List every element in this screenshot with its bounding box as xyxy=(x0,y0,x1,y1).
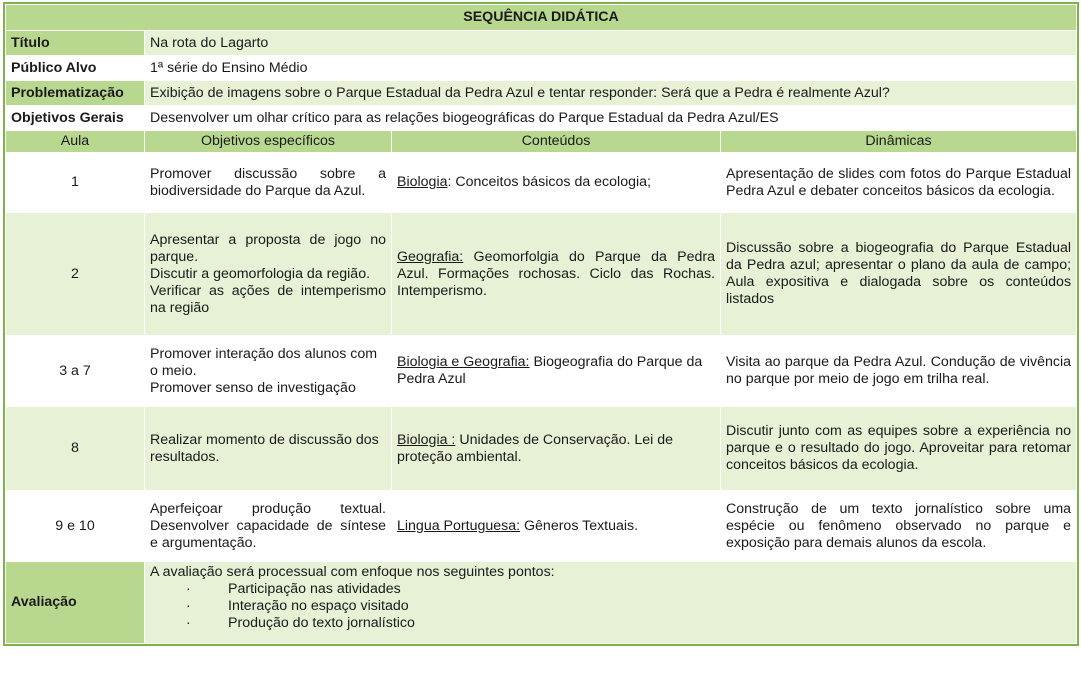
aula-cell: 2 xyxy=(6,213,145,336)
info-value-publico: 1ª série do Ensino Médio xyxy=(145,56,1077,81)
col-header-objetivos: Objetivos específicos xyxy=(145,131,392,153)
avaliacao-row xyxy=(6,562,1077,644)
avaliacao-list xyxy=(150,581,1071,632)
list-item-text: Interação no espaço visitado xyxy=(228,598,409,614)
objetivo-line: Promover interação dos alunos com o meio. xyxy=(150,345,378,379)
info-label-objetivos-gerais: Objetivos Gerais xyxy=(6,106,145,131)
table-row xyxy=(6,491,1077,562)
list-item xyxy=(186,581,1071,598)
dinamicas-cell: Discussão sobre a biogeografia do Parque Estadual da Pedra azul; apresentar o plano da aula de campo; Aula expositiva e dialogada sobre os conteúdos listados xyxy=(721,213,1077,336)
info-label-publico: Público Alvo xyxy=(6,56,145,81)
aula-cell: 1 xyxy=(6,153,145,213)
col-header-conteudos: Conteúdos xyxy=(392,131,721,153)
dinamicas-cell: Visita ao parque da Pedra Azul. Condução de vivência no parque por meio de jogo em trilha real. xyxy=(721,336,1077,407)
aula-cell: 9 e 10 xyxy=(6,491,145,562)
info-label-titulo: Título xyxy=(6,31,145,56)
conteudo-subject: Lingua Portuguesa: xyxy=(397,517,521,534)
bullet-icon: · xyxy=(186,615,191,631)
conteudo-text: Biogeografia do Parque da Pedra Azul xyxy=(397,354,703,387)
dinamicas-cell: Construção de um texto jornalístico sobre uma espécie ou fenômeno observado no parque e exposição para demais alunos da escola. xyxy=(721,491,1077,562)
dinamicas-cell: Discutir junto com as equipes sobre a experiência no parque e o resultado do jogo. Aproveitar para retomar conceitos básicos da ecologia. xyxy=(721,407,1077,491)
conteudo-cell xyxy=(392,153,721,213)
conteudo-subject: Biologia xyxy=(397,174,448,190)
list-item xyxy=(186,598,1071,615)
conteudo-cell xyxy=(392,336,721,407)
dinamicas-cell: Apresentação de slides com fotos do Parque Estadual Pedra Azul e debater conceitos básicos da ecologia. xyxy=(721,153,1077,213)
table-row xyxy=(6,407,1077,491)
aula-cell: 3 a 7 xyxy=(6,336,145,407)
bullet-icon: · xyxy=(186,598,191,614)
avaliacao-content xyxy=(145,562,1077,644)
objetivos-cell xyxy=(145,407,392,491)
bullet-icon: · xyxy=(186,581,191,597)
objetivo-line: Promover discussão sobre a biodiversidade do Parque da Azul. xyxy=(150,165,386,199)
info-value-objetivos-gerais: Desenvolver um olhar crítico para as relações biogeográficas do Parque Estadual da Pedra Azul/ES xyxy=(145,106,1077,131)
sequencia-didatica-table xyxy=(5,4,1077,644)
objetivos-cell xyxy=(145,336,392,407)
conteudo-subject: Biologia : xyxy=(397,431,456,448)
conteudo-text: Geomorfolgia do Parque da Pedra Azul. Formações rochosas. Ciclo das Rochas. Intemperismo. xyxy=(397,248,715,299)
objetivos-cell xyxy=(145,213,392,336)
conteudo-text: : Conceitos básicos da ecologia; xyxy=(447,174,651,190)
objetivos-cell xyxy=(145,153,392,213)
table-title: SEQUÊNCIA DIDÁTICA xyxy=(6,5,1077,31)
objetivos-cell xyxy=(145,491,392,562)
conteudo-cell xyxy=(392,213,721,336)
conteudo-cell xyxy=(392,491,721,562)
aula-cell: 8 xyxy=(6,407,145,491)
info-value-problematizacao: Exibição de imagens sobre o Parque Estadual da Pedra Azul e tentar responder: Será que a Pedra é realmente Azul? xyxy=(145,81,1077,106)
list-item xyxy=(186,615,1071,632)
info-label-problematizacao: Problematização xyxy=(6,81,145,106)
table-row xyxy=(6,213,1077,336)
avaliacao-label: Avaliação xyxy=(6,562,145,644)
objetivo-line: Discutir a geomorfologia da região. xyxy=(150,265,371,282)
conteudo-cell xyxy=(392,407,721,491)
table-row xyxy=(6,153,1077,213)
conteudo-subject: Geografia: xyxy=(397,248,464,265)
list-item-text: Produção do texto jornalístico xyxy=(228,615,415,631)
col-header-aula: Aula xyxy=(6,131,145,153)
conteudo-text: Gêneros Textuais. xyxy=(520,517,639,534)
info-value-titulo: Na rota do Lagarto xyxy=(145,31,1077,56)
avaliacao-intro: A avaliação será processual com enfoque nos seguintes pontos: xyxy=(150,564,555,580)
col-header-dinamicas: Dinâmicas xyxy=(721,131,1077,153)
objetivo-line: Verificar as ações de intemperismo na região xyxy=(150,282,386,316)
conteudo-subject: Biologia e Geografia: xyxy=(397,354,530,370)
objetivo-line: Promover senso de investigação xyxy=(150,379,356,396)
objetivo-line: Aperfeiçoar produção textual. Desenvolver capacidade de síntese e argumentação. xyxy=(150,500,386,551)
conteudo-text: Unidades de Conservação. Lei de proteção ambiental. xyxy=(397,431,674,465)
objetivo-line: Apresentar a proposta de jogo no parque. xyxy=(150,231,386,265)
list-item-text: Participação nas atividades xyxy=(228,581,401,597)
objetivo-line: Realizar momento de discussão dos resultados. xyxy=(150,431,379,465)
table-row xyxy=(6,336,1077,407)
